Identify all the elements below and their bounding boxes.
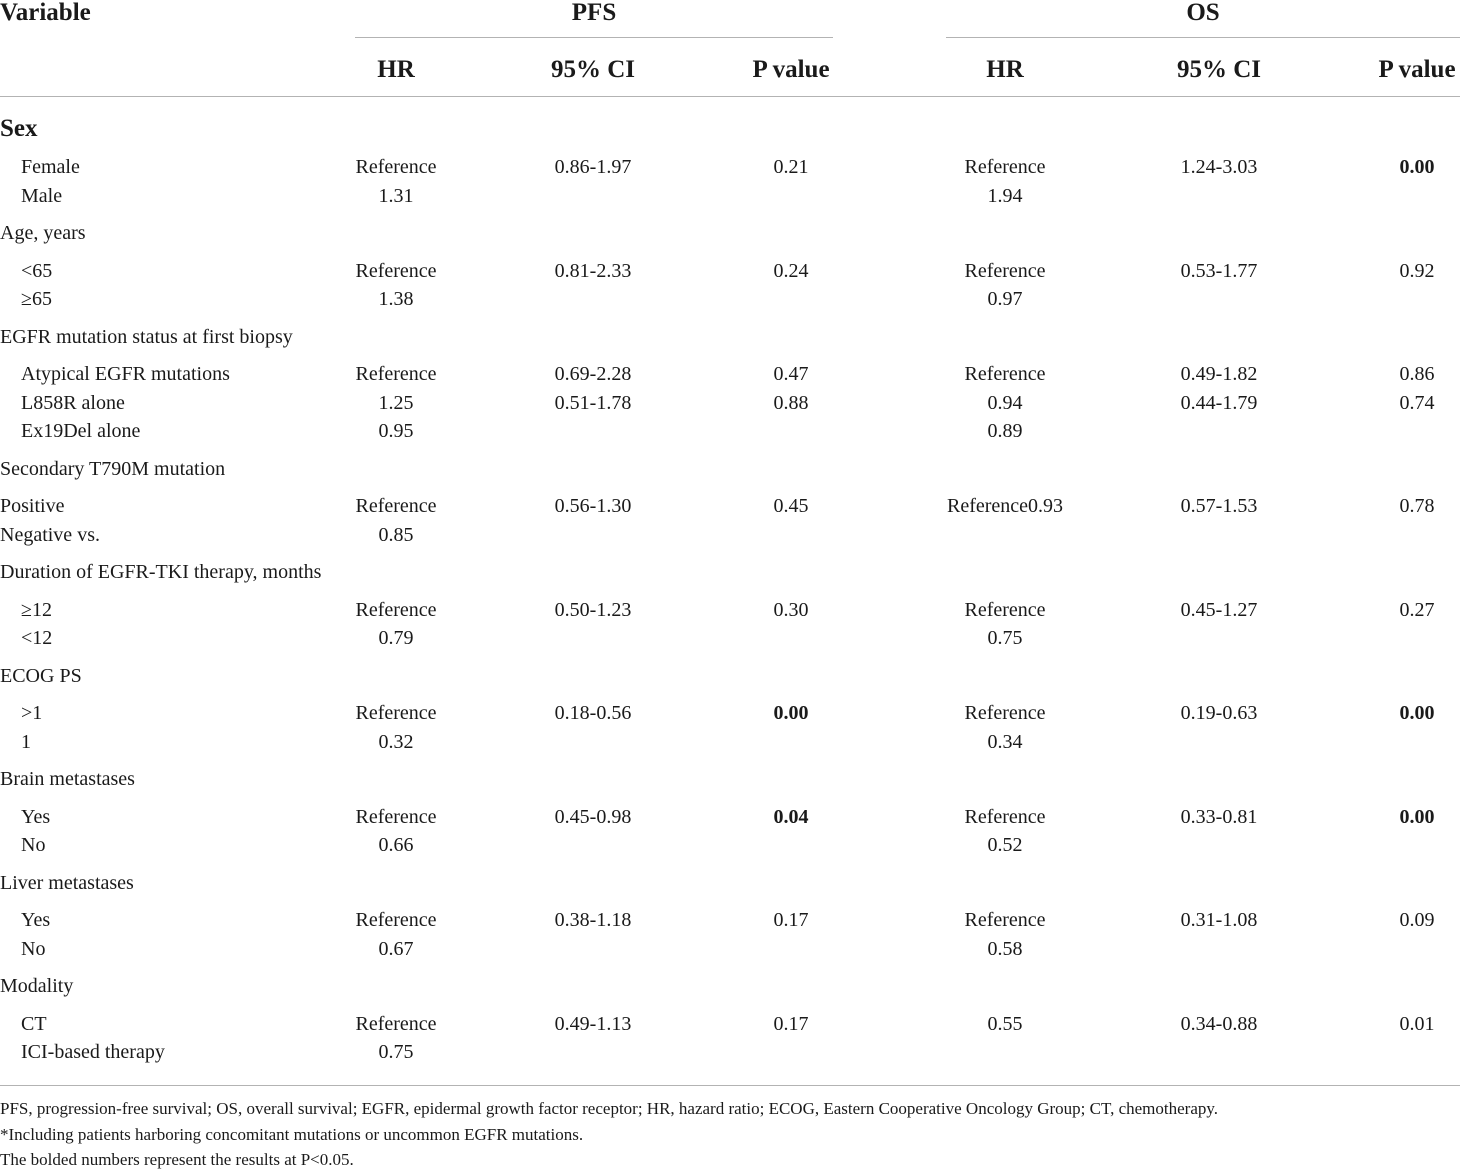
row-label: Atypical EGFR mutations bbox=[21, 363, 230, 385]
cell-os-ci: 0.33-0.81 bbox=[1180, 806, 1258, 828]
cell-pfs-hr: 1.25 bbox=[378, 392, 414, 414]
cell-os-hr: Reference bbox=[964, 599, 1046, 621]
cell-os-ci: 0.44-1.79 bbox=[1180, 392, 1258, 414]
cell-pfs-hr: 0.67 bbox=[378, 938, 414, 960]
cell-pfs-hr: 1.31 bbox=[378, 185, 414, 207]
cell-os-p: 0.86 bbox=[1399, 363, 1435, 385]
row-label: Ex19Del alone bbox=[21, 420, 141, 442]
row-label: 1 bbox=[21, 731, 31, 753]
cell-os-hr: 0.55 bbox=[987, 1013, 1023, 1035]
cell-pfs-hr: 0.75 bbox=[378, 1041, 414, 1063]
cell-os-hr: 0.34 bbox=[987, 731, 1023, 753]
cell-pfs-hr: 0.79 bbox=[378, 627, 414, 649]
header-pfs-hr: HR bbox=[377, 56, 415, 83]
footnote-asterisk: *Including patients harboring concomitant mutations or uncommon EGFR mutations. bbox=[0, 1125, 584, 1144]
cell-os-ci: 0.57-1.53 bbox=[1180, 495, 1258, 517]
cell-pfs-hr: 0.32 bbox=[378, 731, 414, 753]
cell-pfs-hr: Reference bbox=[355, 599, 437, 621]
cell-os-ci: 0.53-1.77 bbox=[1180, 260, 1258, 282]
cell-pfs-hr: Reference bbox=[355, 495, 437, 517]
cell-os-hr: 1.94 bbox=[987, 185, 1023, 207]
cell-os-p: 0.00 bbox=[1399, 702, 1435, 724]
cell-pfs-ci: 0.45-0.98 bbox=[554, 806, 632, 828]
cell-pfs-hr: 0.66 bbox=[378, 834, 414, 856]
section-label: Modality bbox=[0, 975, 74, 997]
cell-pfs-hr: Reference bbox=[355, 363, 437, 385]
cell-pfs-ci: 0.38-1.18 bbox=[554, 909, 632, 931]
cell-os-p: 0.00 bbox=[1399, 156, 1435, 178]
cell-os-hr: Reference bbox=[964, 909, 1046, 931]
footnote-abbreviations: PFS, progression-free survival; OS, overall survival; EGFR, epidermal growth factor receptor; HR, hazard ratio; ECOG, Eastern Cooperative Oncology Group; CT, chemotherapy. bbox=[0, 1099, 1219, 1118]
row-label: Negative vs. bbox=[0, 524, 100, 546]
row-label: <12 bbox=[21, 627, 53, 649]
row-label: Male bbox=[21, 185, 63, 207]
cell-os-p: 0.01 bbox=[1399, 1013, 1435, 1035]
cell-pfs-hr: Reference bbox=[355, 702, 437, 724]
row-label: ≥12 bbox=[21, 599, 52, 621]
cell-pfs-ci: 0.86-1.97 bbox=[554, 156, 632, 178]
cell-os-ci: 0.31-1.08 bbox=[1180, 909, 1258, 931]
row-label: ≥65 bbox=[21, 288, 52, 310]
cell-pfs-hr: Reference bbox=[355, 909, 437, 931]
cell-os-p: 0.74 bbox=[1399, 392, 1435, 414]
cell-os-hr: Reference0.93 bbox=[946, 495, 1064, 517]
cell-os-p: 0.27 bbox=[1399, 599, 1435, 621]
cell-os-hr: Reference bbox=[964, 363, 1046, 385]
cell-os-hr: Reference bbox=[964, 260, 1046, 282]
cell-pfs-ci: 0.18-0.56 bbox=[554, 702, 632, 724]
section-label: Sex bbox=[0, 115, 38, 142]
header-group-pfs: PFS bbox=[571, 0, 617, 26]
section-label: Brain metastases bbox=[0, 768, 135, 790]
row-label: <65 bbox=[21, 260, 53, 282]
cell-os-hr: Reference bbox=[964, 806, 1046, 828]
header-pfs-p: P value bbox=[752, 56, 830, 83]
cell-pfs-hr: Reference bbox=[355, 260, 437, 282]
cell-os-hr: 0.75 bbox=[987, 627, 1023, 649]
cell-pfs-p: 0.04 bbox=[773, 806, 809, 828]
section-label: ECOG PS bbox=[0, 665, 82, 687]
section-label: Age, years bbox=[0, 222, 86, 244]
os-group-rule bbox=[946, 37, 1460, 38]
row-label: L858R alone bbox=[21, 392, 125, 414]
pfs-group-rule bbox=[355, 37, 833, 38]
cell-pfs-p: 0.17 bbox=[773, 909, 809, 931]
cell-os-ci: 0.49-1.82 bbox=[1180, 363, 1258, 385]
cell-pfs-hr: 0.95 bbox=[378, 420, 414, 442]
cell-pfs-ci: 0.56-1.30 bbox=[554, 495, 632, 517]
cell-pfs-p: 0.45 bbox=[773, 495, 809, 517]
cell-pfs-hr: 0.85 bbox=[378, 524, 414, 546]
table-bottom-rule bbox=[0, 1085, 1460, 1086]
cell-pfs-ci: 0.51-1.78 bbox=[554, 392, 632, 414]
cell-os-ci: 0.45-1.27 bbox=[1180, 599, 1258, 621]
cell-os-hr: 0.58 bbox=[987, 938, 1023, 960]
row-label: Yes bbox=[21, 909, 51, 931]
cell-pfs-p: 0.47 bbox=[773, 363, 809, 385]
cell-pfs-ci: 0.50-1.23 bbox=[554, 599, 632, 621]
section-label: EGFR mutation status at first biopsy bbox=[0, 326, 293, 348]
cell-pfs-p: 0.88 bbox=[773, 392, 809, 414]
cell-os-p: 0.78 bbox=[1399, 495, 1435, 517]
cell-pfs-p: 0.24 bbox=[773, 260, 809, 282]
section-label: Secondary T790M mutation bbox=[0, 458, 226, 480]
cell-pfs-hr: Reference bbox=[355, 1013, 437, 1035]
cell-pfs-hr: 1.38 bbox=[378, 288, 414, 310]
cell-pfs-p: 0.17 bbox=[773, 1013, 809, 1035]
cell-os-p: 0.09 bbox=[1399, 909, 1435, 931]
cell-os-hr: 0.89 bbox=[987, 420, 1023, 442]
cell-os-hr: 0.97 bbox=[987, 288, 1023, 310]
cell-os-p: 0.92 bbox=[1399, 260, 1435, 282]
cell-pfs-p: 0.30 bbox=[773, 599, 809, 621]
header-bottom-rule bbox=[0, 96, 1460, 97]
section-label: Liver metastases bbox=[0, 872, 134, 894]
cell-pfs-ci: 0.81-2.33 bbox=[554, 260, 632, 282]
cell-pfs-ci: 0.49-1.13 bbox=[554, 1013, 632, 1035]
cell-os-hr: 0.52 bbox=[987, 834, 1023, 856]
cell-os-hr: 0.94 bbox=[987, 392, 1023, 414]
cell-os-ci: 1.24-3.03 bbox=[1180, 156, 1258, 178]
row-label: No bbox=[21, 938, 46, 960]
header-os-hr: HR bbox=[986, 56, 1024, 83]
footnote-bold: The bolded numbers represent the results at P<0.05. bbox=[0, 1150, 354, 1169]
cell-os-hr: Reference bbox=[964, 156, 1046, 178]
row-label: No bbox=[21, 834, 46, 856]
cell-pfs-hr: Reference bbox=[355, 806, 437, 828]
header-os-p: P value bbox=[1378, 56, 1456, 83]
cell-pfs-ci: 0.69-2.28 bbox=[554, 363, 632, 385]
row-label: Yes bbox=[21, 806, 51, 828]
header-pfs-ci: 95% CI bbox=[550, 56, 636, 83]
cell-os-hr: Reference bbox=[964, 702, 1046, 724]
section-label: Duration of EGFR-TKI therapy, months bbox=[0, 561, 322, 583]
row-label: ICI-based therapy bbox=[21, 1041, 165, 1063]
cell-pfs-p: 0.00 bbox=[773, 702, 809, 724]
cell-pfs-p: 0.21 bbox=[773, 156, 809, 178]
row-label: Positive bbox=[0, 495, 65, 517]
cell-os-p: 0.00 bbox=[1399, 806, 1435, 828]
row-label: CT bbox=[21, 1013, 47, 1035]
row-label: Female bbox=[21, 156, 80, 178]
header-variable: Variable bbox=[0, 0, 91, 26]
header-group-os: OS bbox=[1186, 0, 1220, 26]
header-os-ci: 95% CI bbox=[1176, 56, 1262, 83]
row-label: >1 bbox=[21, 702, 43, 724]
cell-pfs-hr: Reference bbox=[355, 156, 437, 178]
cell-os-ci: 0.19-0.63 bbox=[1180, 702, 1258, 724]
cell-os-ci: 0.34-0.88 bbox=[1180, 1013, 1258, 1035]
